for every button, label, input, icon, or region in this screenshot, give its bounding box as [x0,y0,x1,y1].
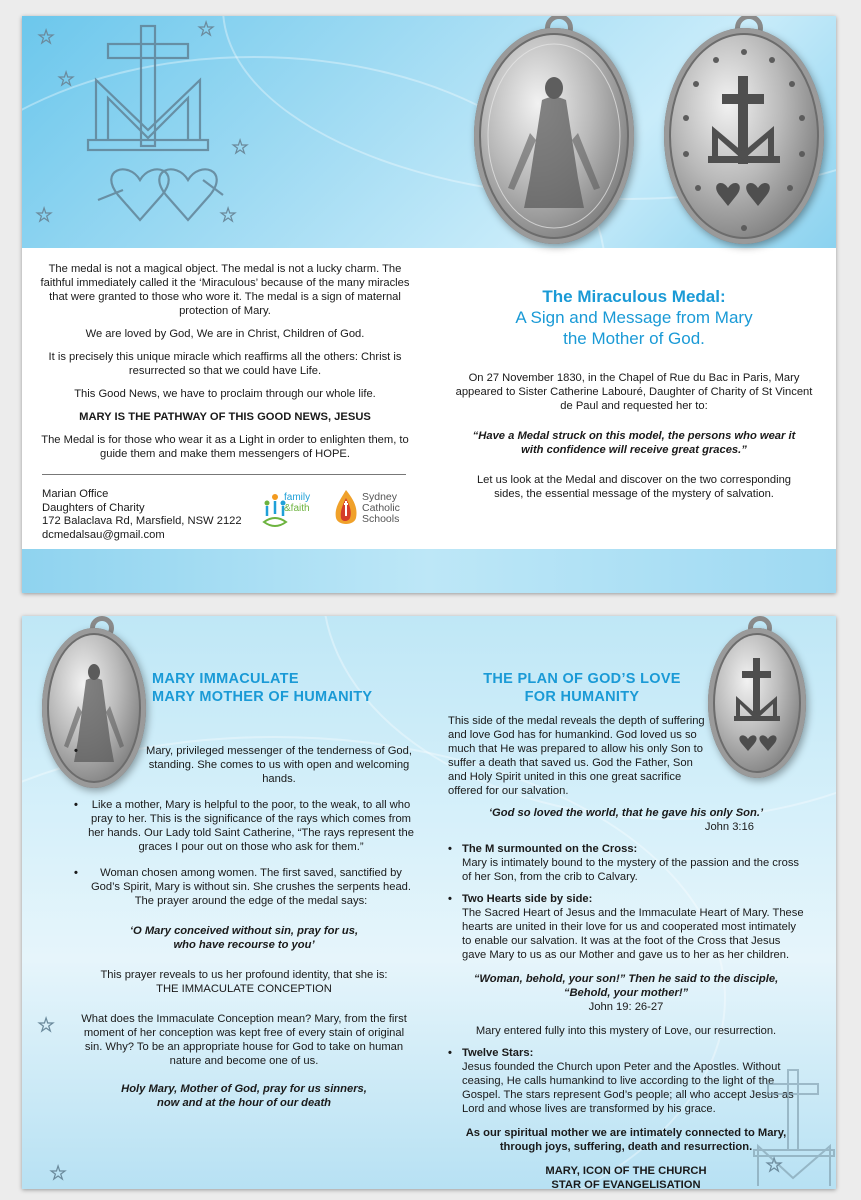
brochure-subtitle-line2: the Mother of God. [563,329,705,348]
bullet-title: • Two Hearts side by side: [462,893,593,905]
reverse-side-intro: This side of the medal reveals the depth of suffering and love God has for humankind. God loved us so much that He was prepared to allow his only Son to suffer a death that saved us. God the Father, Son and Holy Spirit united in this one great sacrifice offered for our salvation. [448,715,705,797]
icon-of-church: MARY, ICON OF THE CHURCH [545,1165,707,1177]
sky-footer-band [22,549,836,593]
immaculate-conception-caps: THE IMMACULATE CONCEPTION [156,983,332,995]
title-mary-mother-humanity: MARY MOTHER OF HUMANITY [152,689,373,705]
star-icon: ★ [220,205,237,225]
inside-right-column [448,714,804,1189]
miraculous-medal-back [664,28,824,244]
john-1926-ref: John 19: 26-27 [588,1001,664,1013]
paragraph-medal-not-magic: The medal is not a magical object. The medal is not a lucky charm. The faithful immediately called it the ‘Miraculous’ because of the many miracles that were granted to those who wore it. The medal is a sign of maternal protection of Mary. [40,263,410,317]
paragraph-light-hope: The Medal is for those who wear it as a Light in order to enlighten them, to guide them and make them messengers of HOPE. [41,434,409,460]
star-icon: ★ [232,137,249,157]
woman-behold-line1: “Woman, behold, your son!” Then he said to the disciple, [473,973,779,985]
prayer-line2: who have recourse to you’ [173,939,315,951]
spiritual-mother-line1: As our spiritual mother we are intimately connected to Mary, [465,1127,787,1139]
reveal-identity: This prayer reveals to us her profound identity, that she is: [100,969,388,981]
bullet-m-on-cross [448,842,804,884]
star-icon: ★ [766,1155,783,1175]
hail-mary-line1: Holy Mary, Mother of God, pray for us sinners, [121,1083,367,1095]
star-icon: ★ [38,27,55,47]
medal-reverse-design [664,28,824,244]
contact-office: Marian Office [42,488,109,500]
logo-schools-text: Schools [362,513,400,525]
paragraph-good-news: This Good News, we have to proclaim through our whole life. [74,388,376,400]
contact-address: 172 Balaclava Rd, Marsfield, NSW 2122 [42,515,242,527]
miraculous-medal-front [474,28,634,244]
john-316-ref: John 3:16 [704,821,754,833]
cross-and-m-engraving [78,20,228,250]
brochure-title: The Miraculous Medal: [542,287,726,306]
immaculate-conception-explanation: What does the Immaculate Conception mean? Mary, from the first moment of her conception was kept free of every stain of original sin. Why? To be an appropriate house for God to take on human nature and become one of us. [81,1013,407,1067]
bullet-twelve-stars [448,1046,804,1116]
star-icon: ★ [36,205,53,225]
bullet-text: Woman chosen among women. The first saved, sanctified by God’s Spirit, Mary is without sin. She crushes the serpents head. The prayer around the edge of the medal says: [90,867,412,907]
mary-entered-mystery: Mary entered fully into this mystery of Love, our resurrection. [475,1025,777,1037]
paragraph-loved-by-god: We are loved by God, We are in Christ, Children of God. [85,328,365,340]
bullet-woman-chosen [74,866,414,908]
brochure-front-page [22,16,836,593]
emphasis-pathway: MARY IS THE PATHWAY OF THIS GOOD NEWS, JESUS [79,411,371,423]
apparition-outro: Let us look at the Medal and discover on the two corresponding sides, the essential message of the mystery of salvation. [476,474,792,500]
sydney-catholic-schools-logo [332,486,412,538]
contact-organisation: Daughters of Charity [42,501,145,514]
left-section-heading [152,670,402,706]
logo-sydney-text: Sydney [362,491,398,503]
hail-mary-line2: now and at the hour of our death [156,1097,332,1109]
logo-faith-text: &faith [284,503,310,514]
brochure-subtitle-line1: A Sign and Message from Mary [515,308,753,327]
cross-and-m-engraving [752,1066,836,1189]
sky-banner [22,16,836,248]
flame-icon [332,488,360,530]
contact-email[interactable]: dcmedalsau@gmail.com [42,528,165,541]
prayer-line1: ‘O Mary conceived without sin, pray for us, [129,925,359,937]
logo-family-text: family [284,492,311,503]
apparition-quote: “Have a Medal struck on this model, the persons who wear it with confidence will receive great graces.” [472,430,796,456]
bullet-privileged-messenger [74,744,414,786]
bullet-like-a-mother [74,798,414,854]
divider [42,474,406,475]
title-plan-gods-love: THE PLAN OF GOD’S LOVE [483,671,681,687]
brochure-inside-page [22,616,836,1189]
bullet-text: Like a mother, Mary is helpful to the poor, to the weak, to all who pray to her. This is the significance of the rays which comes from her hands. Our Lady told Saint Catherine, “The rays represent the graces I pour out on those who ask for them.” [88,799,414,853]
bullet-title: • Twelve Stars: [462,1047,534,1059]
family-faith-logo [262,490,324,536]
front-left-column [40,262,410,461]
apparition-intro: On 27 November 1830, in the Chapel of Rue du Bac in Paris, Mary appeared to Sister Catherine Labouré, Daughter of Charity of St Vincent de Paul and requested her to: [455,372,813,412]
bullet-text: Jesus founded the Church upon Peter and the Apostles. Without ceasing, He calls humankind to live according to the light of the Gospel. The stars represent God’s people; all who accept Jesus as Lord and whose lives are transformed by his grace. [462,1061,794,1115]
virgin-mary-figure [474,28,634,244]
bullet-title: • The M surmounted on the Cross: [462,843,638,855]
star-icon: ★ [58,69,75,89]
contact-block [42,488,272,542]
john-316-quote: ‘God so loved the world, that he gave his only Son.’ [488,807,764,819]
star-of-evangelisation: STAR OF EVANGELISATION [551,1179,701,1189]
bullet-text: Mary, privileged messenger of the tenderness of God, standing. She comes to us with open and welcoming hands. [146,745,412,785]
star-icon: ★ [38,1015,55,1035]
bullet-text: The Sacred Heart of Jesus and the Immaculate Heart of Mary. These hearts are united in their love for us and cooperated most intimately to enable our salvation. It was at the foot of the Cross that Jesus gave Mary to us as our Mother and gave us to her as her children. [462,907,804,961]
star-icon: ★ [198,19,215,39]
star-icon: ★ [50,1163,67,1183]
right-section-heading [462,670,702,706]
title-mary-immaculate: MARY IMMACULATE [152,671,299,687]
bullet-two-hearts [448,892,804,962]
bullet-text: Mary is intimately bound to the mystery of the passion and the cross of her Son, from the crib to Calvary. [462,857,800,883]
spiritual-mother-line2: through joys, suffering, death and resurrection. [499,1141,753,1153]
inside-left-column [74,744,414,1110]
woman-behold-line2: “Behold, your mother!” [563,987,689,999]
paragraph-unique-miracle: It is precisely this unique miracle which reaffirms all the others: Christ is resurrected so that we could have Life. [48,351,402,377]
title-for-humanity: FOR HUMANITY [524,689,640,705]
logo-catholic-text: Catholic [362,502,400,514]
front-right-column [450,286,818,501]
